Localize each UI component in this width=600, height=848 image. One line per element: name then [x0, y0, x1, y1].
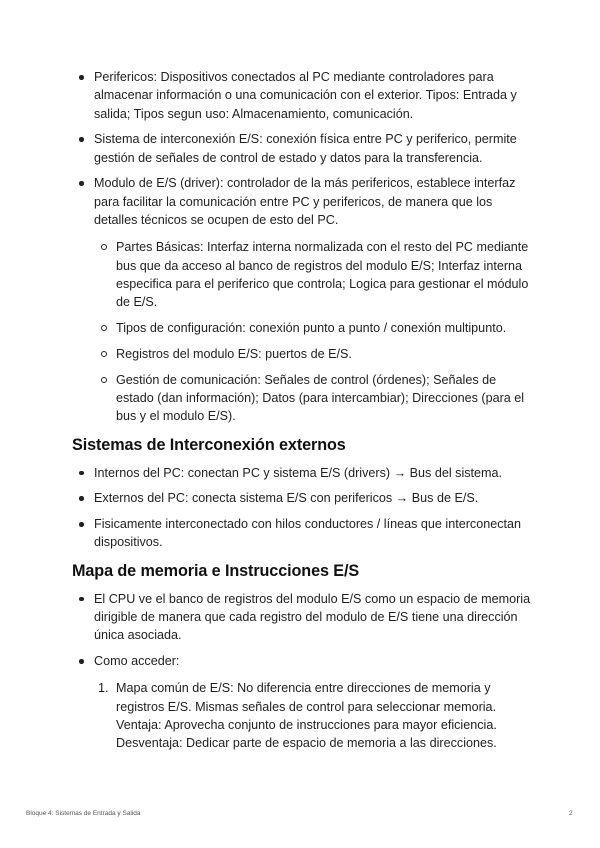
list-item-text: Como acceder: — [94, 654, 180, 669]
ordered-item-line: Desventaja: Dedicar parte de espacio de memoria a las direcciones. — [116, 736, 497, 751]
list-item: Internos del PC: conectan PC y sistema E/S (drivers) → Bus del sistema. — [72, 464, 532, 482]
ordered-item-line: Mapa común de E/S: No diferencia entre direcciones de memoria y registros E/S. Mismas señales de control para seleccionar memoria. — [116, 681, 497, 714]
footer-title: Bloque 4: Sistemas de Entrada y Salida — [26, 810, 141, 817]
mapa-memoria-list — [72, 590, 532, 753]
list-item: Perifericos: Dispositivos conectados al PC mediante controladores para almacenar información o una comunicación con el exterior. Tipos: Entrada y salida; Tipos segun uso: Almacenamiento, comunicación. — [72, 68, 532, 123]
list-item — [72, 652, 532, 752]
list-item — [72, 174, 532, 425]
page-number: 2 — [569, 810, 573, 817]
interconexion-list — [72, 464, 532, 552]
list-item: Fisicamente interconectado con hilos conductores / líneas que interconectan dispositivos. — [72, 515, 532, 552]
acceso-ordered-list — [94, 679, 532, 752]
page-content — [72, 68, 532, 760]
sub-list-item: Partes Básicas: Interfaz interna normalizada con el resto del PC mediante bus que da acceso al banco de registros del modulo E/S; Interfaz interna especifica para el periferico que controla; Logica para gestionar el módulo de E/S. — [94, 238, 532, 311]
list-item: Externos del PC: conecta sistema E/S con perifericos → Bus de E/S. — [72, 489, 532, 507]
modulo-sublist — [94, 238, 532, 425]
ordered-item — [94, 679, 532, 752]
sub-list-item: Registros del modulo E/S: puertos de E/S. — [94, 345, 532, 363]
section-heading-mapa-memoria: Mapa de memoria e Instrucciones E/S — [72, 561, 360, 580]
section-heading-interconexion: Sistemas de Interconexión externos — [72, 435, 346, 454]
ordered-item-number: 1. — [98, 681, 109, 696]
list-item-text: Modulo de E/S (driver): controlador de la más perifericos, establece interfaz para facilitar la comunicación entre PC y perifericos, de manera que los detalles técnicos se ocupen de esto del PC. — [94, 176, 516, 228]
sub-list-item: Tipos de configuración: conexión punto a punto / conexión multipunto. — [94, 319, 532, 337]
list-item: Sistema de interconexión E/S: conexión física entre PC y periferico, permite gestión de señales de control de estado y datos para la transferencia. — [72, 130, 532, 167]
ordered-item-line: Ventaja: Aprovecha conjunto de instrucciones para mayor eficiencia. — [116, 718, 497, 733]
sub-list-item: Gestión de comunicación: Señales de control (órdenes); Señales de estado (dan información); Datos (para intercambiar); Direcciones (para el bus y el modulo E/S). — [94, 371, 532, 426]
list-item: El CPU ve el banco de registros del modulo E/S como un espacio de memoria dirigible de manera que cada registro del modulo de E/S tiene una dirección única asociada. — [72, 590, 532, 645]
intro-list — [72, 68, 532, 426]
